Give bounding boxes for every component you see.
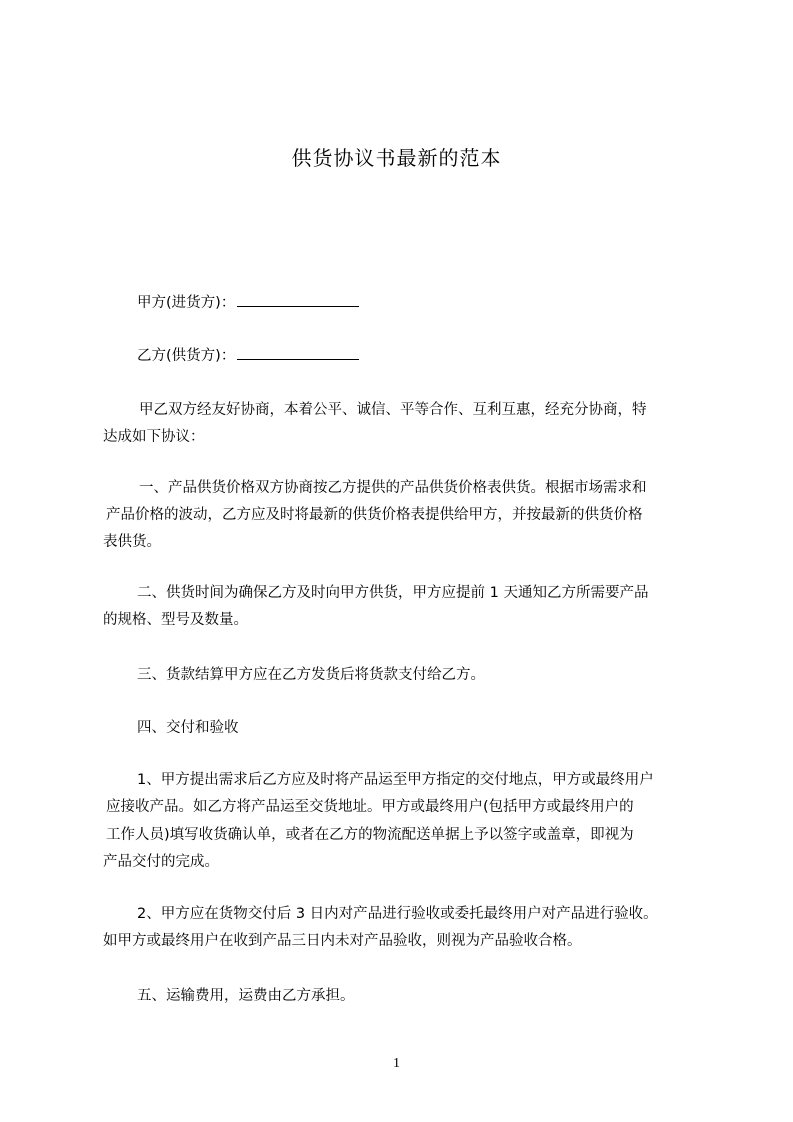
party-b-blank (237, 345, 359, 360)
clause-4-1-line: 应接收产品。如乙方将产品运至交货地址。甲方或最终用户(包括甲方或最终用户的 (106, 799, 634, 815)
clause-4-1-line: 工作人员)填写收货确认单，或者在乙方的物流配送单据上予以签字或盖章，即视为 (106, 827, 634, 843)
party-b-line (137, 345, 359, 365)
clause-4-1-line: 1、甲方提出需求后乙方应及时将产品运至甲方指定的交付地点，甲方或最终用户 (137, 772, 654, 788)
party-a-blank (237, 292, 359, 307)
clause-4-2-line: 如甲方或最终用户在收到产品三日内未对产品验收，则视为产品验收合格。 (103, 933, 582, 949)
party-b-label: 乙方(供货方)： (137, 348, 236, 364)
clause-2-line: 的规格、型号及数量。 (103, 612, 248, 628)
clause-4-2-line: 2、甲方应在货物交付后 3 日内对产品进行验收或委托最终用户对产品进行验收。 (137, 906, 658, 922)
clause-1-line: 一、产品供货价格双方协商按乙方提供的产品供货价格表供货。根据市场需求和 (139, 480, 647, 496)
clause-1-line: 产品价格的波动，乙方应及时将最新的供货价格表提供给甲方，并按最新的供货价格 (106, 507, 643, 523)
intro-line: 达成如下协议： (103, 429, 205, 445)
party-a-line (137, 292, 359, 312)
intro-line: 甲乙双方经友好协商，本着公平、诚信、平等合作、互利互惠，经充分协商，特 (139, 402, 647, 418)
party-a-label: 甲方(进货方)： (137, 295, 236, 311)
clause-4-1-line: 产品交付的完成。 (103, 854, 219, 870)
clause-4-heading: 四、交付和验收 (137, 720, 239, 736)
clause-2-line: 二、供货时间为确保乙方及时向甲方供货，甲方应提前 1 天通知乙方所需要产品 (137, 585, 649, 601)
clause-1-line: 表供货。 (103, 534, 161, 550)
clause-5-line: 五、运输费用，运费由乙方承担。 (137, 988, 355, 1004)
page-number: 1 (393, 1056, 400, 1071)
document-title: 供货协议书最新的范本 (291, 146, 502, 170)
clause-3-line: 三、货款结算甲方应在乙方发货后将货款支付给乙方。 (137, 667, 485, 683)
